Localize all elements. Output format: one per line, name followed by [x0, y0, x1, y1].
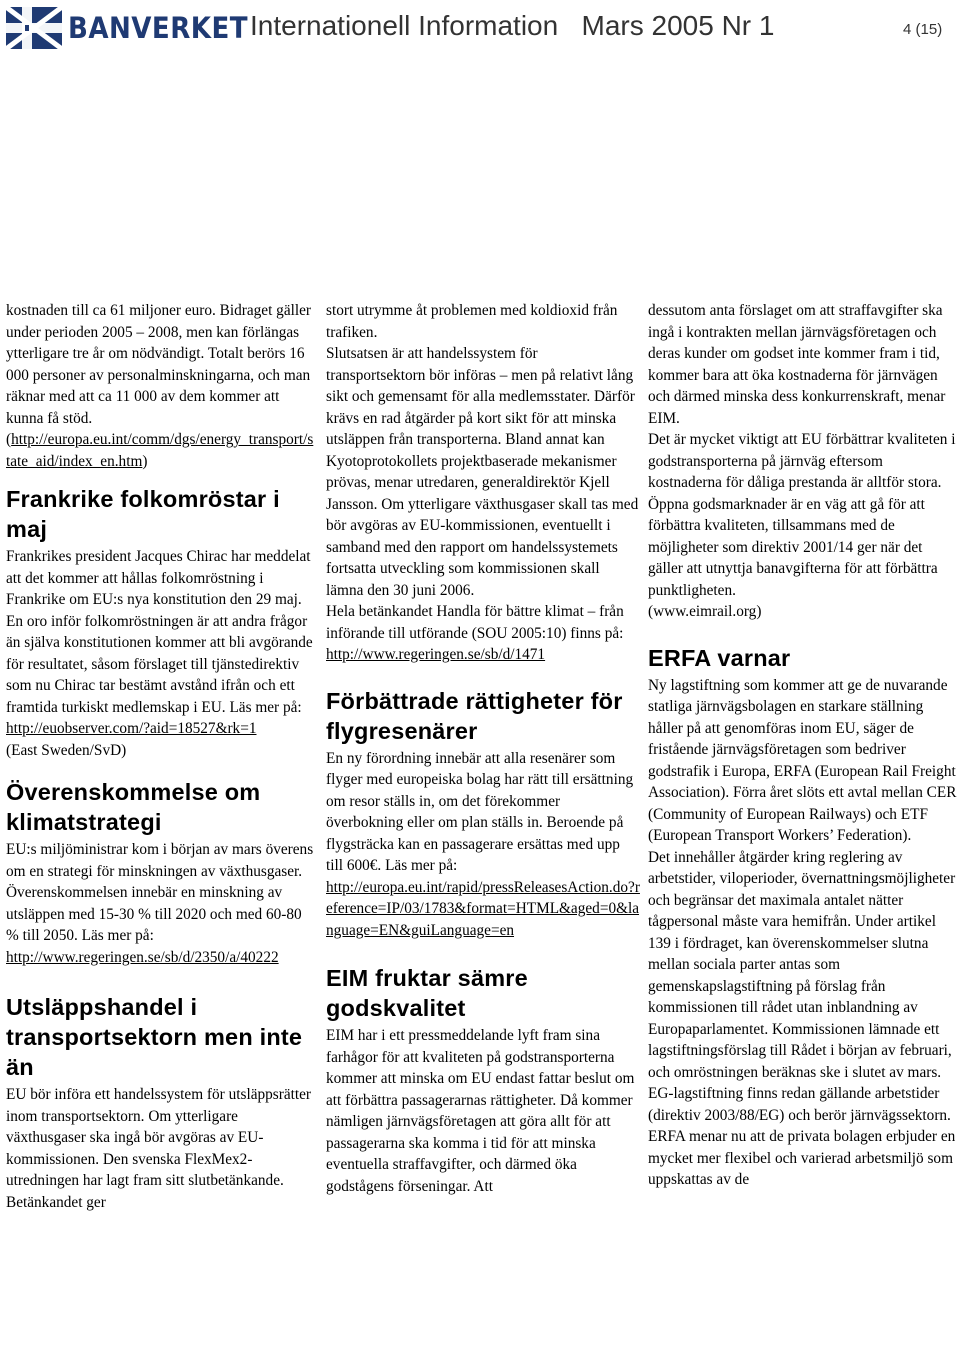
regeringen-climate-link[interactable]: http://www.regeringen.se/sb/d/2350/a/40222: [6, 948, 279, 966]
heading-climate-agreement: Överenskommelse om klimatstrategi: [6, 779, 261, 835]
paragraph: ERFA menar nu att de privata bolagen erbjuder en mycket mer flexibel och varierad arbetsmiljö som uppskattas av de: [648, 1128, 956, 1188]
paragraph: EU bör införa ett handelssystem för utsläppsrätter inom transportsektorn. Om ytterligare växthusgaser ska ingå bör avgöras av EU-kommissionen. Den svenska FlexMex2-utredningen har lagt fram sitt slutbetänkande. Betänkandet ger: [6, 1086, 312, 1211]
europa-state-aid-link[interactable]: http://europa.eu.int/comm/dgs/energy_transport/state_aid/index_en.htm: [6, 431, 314, 470]
heading-france-referendum: Frankrike folkomröstar i maj: [6, 486, 280, 542]
paragraph: En ny förordning innebär att alla resenärer som flyger med europeiska bolag har rätt till ersättning om resor ställs in, om det förekommer överbokning eller om plan ställs in. Beroende på flygsträcka kan en passagerare ersättas med upp till 600€. Läs mer på:: [326, 749, 634, 874]
paragraph: kostnaden till ca 61 miljoner euro. Bidraget gäller under perioden 2005 – 2008, men kan förlängas ytterligare tre år om nödvändigt. Totalt berörs 16 000 personer av personalminskningarna, och man räknar med att ca 11 000 av dem kommer att kunna få stöd. (http://europa.eu.int/comm/dgs/energy_transport/state_aid/index_en.htm): [6, 302, 314, 470]
europa-press-release-link[interactable]: http://europa.eu.int/rapid/pressReleasesAction.do?reference=IP/03/1783&format=HTML&aged=0&language=EN&guiLanguage=en: [326, 878, 640, 939]
regeringen-sou-link[interactable]: http://www.regeringen.se/sb/d/1471: [326, 646, 546, 663]
paragraph: Det innehåller åtgärder kring reglering av arbetstider, viloperioder, övernattningsmöjligheter och begränsar det maximala antalet nätter tågpersonal måste vara hemifrån. Under artikel 139 i fördraget, kan överenskommelser slutna mellan sociala parter antas som gemenskapslagstiftning på förslag från kommissionen till rådet utan inblandning av Europaparlamentet. Kommissionen lämnade ett lagstiftningsförslag till Rådet i början av februari, och omröstningen beräknas ske i slutet av mars. EG-lagstiftning finns redan gällande arbetstider (direktiv 2003/88/EG) och berör järnvägssektorn.: [648, 848, 956, 1124]
paragraph: Ny lagstiftning som kommer att ge de nuvarande statliga järnvägsbolagen en starkare ställning håller på att genomföras inom EU, säger de fristående järnvägsföretagen som bedriver godstrafik i Europa, ERFA (European Rail Freight Association). Förra året slöts ett avtal mellan CER (Community of European Railways) och ETF (European Transport Workers’ Federation).: [648, 676, 957, 844]
paragraph: (www.eimrail.org): [648, 603, 762, 620]
newsletter-title: Internationell Information Mars 2005 Nr 1: [250, 10, 775, 41]
flag-icon: [6, 7, 62, 49]
paragraph: Hela betänkandet Handla för bättre klimat – från införande till utförande (SOU 2005:10) finns på:: [326, 603, 624, 642]
column-2: [326, 300, 640, 1197]
page-number: 4 (15): [903, 21, 943, 38]
column-3: [648, 300, 960, 1191]
paragraph: dessutom anta förslaget om att straffavgifter ska ingå i kontrakten mellan järnvägsföretagen och deras kunder om godset inte kommer fram i tid, kommer bara att öka kostnaderna för järnvägen och därmed minska dess konkurrenskraft, menar EIM.: [648, 302, 946, 427]
paragraph: Slutsatsen är att handelssystem för transportsektorn bör införas – men på relativt lång sikt och gemensamt för alla medlemsstater. Därför krävs en rad åtgärder på kort sikt för att minska utsläppen från transporterna. Bland annat kan Kyotoprotokollets projektbaserade mekanismer prövas, menar utredaren, generaldirektör Kjell Jansson. Om ytterligare växthusgaser skall tas med bör avgöras av EU-kommissionen, eventuellt i samband med den rapport om handelssystemets fortsatta utveckling som kommissionen skall lämna den 30 juni 2006.: [326, 345, 639, 599]
banverket-logo: [6, 6, 268, 50]
paragraph: Det är mycket viktigt att EU förbättrar kvaliteten i godstransporterna på järnväg eftersom kostnaderna för dåliga prestanda är alltför stora. Öppna godsmarknader är en väg att gå för att förbättra kvaliteten, tillsammans med de möjligheter som direktiv 2001/14 ger när det gäller att utnyttja banavgifterna för att förbättra punktligheten.: [648, 431, 956, 599]
euobserver-link[interactable]: http://euobserver.com/?aid=18527&rk=1: [6, 720, 257, 737]
page-header: [0, 0, 960, 60]
heading-eim-freight-quality: EIM fruktar sämre godskvalitet: [326, 965, 528, 1021]
column-1: [6, 300, 316, 1213]
heading-air-passenger-rights: Förbättrade rättigheter för flygresenärer: [326, 687, 623, 744]
paragraph: Frankrikes president Jacques Chirac har meddelat att det kommer att hållas folkomröstning i Frankrike om EU:s nya konstitution den 29 maj. En oro inför folkomröstningen är att andra frågor än själva konstitutionen kommer att bli avgörande för resultatet, såsom förslaget till tjänstedirektiv som nu Chirac tar bestämt avstånd ifrån och ett framtida turkiskt medlemskap i EU. Läs mer på:: [6, 548, 313, 716]
paragraph: stort utrymme åt problemen med koldioxid från trafiken.: [326, 302, 618, 341]
paragraph: EIM har i ett pressmeddelande lyft fram sina farhågor för att kvaliteten på godstransporterna kommer att minska om EU endast fattar beslut om att förbättra passagerarnas rättigheter. Då kommer nämligen järnvägsföretagen att göra allt för att passagerarna ska komma i tid för att minska eventuella straffavgifter, och därmed öka godstågens förseningar. Att: [326, 1027, 635, 1195]
source-note: (East Sweden/SvD): [6, 741, 127, 759]
paragraph: EU:s miljöministrar kom i början av mars överens om en strategi för minskningen av växthusgaser. Överenskommelsen innebär en minskning av utsläppen med 15-30 % till 2020 och med 60-80 % till 2050. Läs mer på:: [6, 841, 314, 944]
heading-erfa-warns: ERFA varnar: [648, 644, 791, 671]
heading-emissions-trading: Utsläppshandel i transportsektorn men inte än: [6, 994, 303, 1080]
brand-name: BANVERKET: [68, 11, 248, 45]
